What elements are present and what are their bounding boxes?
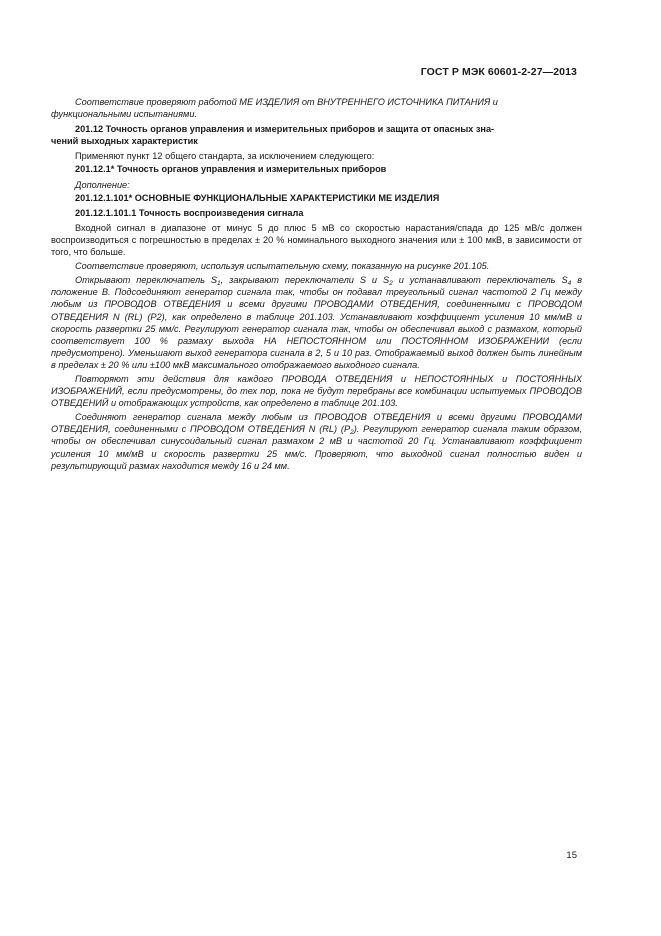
paragraph-compliance-internal-power (75, 96, 582, 108)
text-fragment: Открывают переключатель S (75, 275, 218, 286)
paragraph-sine-test (51, 411, 582, 471)
text-fragment: Повторяют эти действия для каждого ПРОВОДА ОТВЕДЕНИЯ и НЕПОСТОЯННЫХ и ПОСТОЯННЫХ ИЗОБРАЖЕНИЙ, если предусмотрены, до тех пор, пока не будут перебраны все комбинации испытуемых ПРОВОДОВ ОТВЕДЕНИЙ и отображающих устройств, как определено в таблице 201.103. (51, 373, 582, 409)
text-fragment: , закрывают переключатели S и S (220, 275, 390, 286)
text-fragment: в положение B. Подсоединяют генератор сигнала так, чтобы он подавал треугольный сигнал частотой 2 Гц между любым из ПРОВОДОВ ОТВЕДЕНИЯ и всеми другими ПРОВОДАМИ ОТВЕДЕНИЯ, соединенными с ПРОВОДОМ ОТВЕДЕНИЯ N (RL) (P2), как определено в таблице 201.103. Устанавливают коэффициент усиления 10 мм/мВ и скорость развертки 25 мм/с. Регулируют генератор сигнала так, чтобы он обеспечивал выход с размахом, который соответствует 100 % размаху выхода НА НЕПОСТОЯННОМ или ПОСТОЯННОМ ИЗОБРАЖЕНИИ (если предусмотрено). Уменьшают выход генератора сигнала в 2, 5 и 10 раз. Отображаемый выход должен быть линейным в пределах ± 20 % или ±100 мкВ максимального отображаемого выходного сигнала. (51, 275, 582, 370)
section-heading-201-12-1-101-1: 201.12.1.101.1 Точность воспроизведения сигнала (75, 207, 304, 218)
section-heading-201-12-1: 201.12.1* Точность органов управления и измерительных приборов (75, 164, 387, 175)
paragraph-addition-label: Дополнение: (75, 179, 130, 190)
paragraph-switch-procedure (51, 274, 582, 371)
section-heading-continuation: чений выходных характеристик (51, 136, 198, 147)
paragraph-repeat-actions (51, 373, 582, 409)
text-fragment: ). Регулируют генератор сигнала таким образом, чтобы он обеспечивал синусоидальный сигнал размахом 2 мВ и частотой 20 Гц. Устанавливают коэффициент усиления 10 мм/мВ и скорость развертки 25 мм/с. Проверяют, что выходной сигнал полностью виден и результирующий размах находится между 16 и 24 мм. (51, 424, 583, 471)
section-heading-201-12: 201.12 Точность органов управления и измерительных приборов и защита от опасных зна- (75, 124, 495, 135)
page-number: 15 (566, 850, 577, 861)
subscript: 1 (217, 280, 221, 288)
subscript: 2 (389, 280, 393, 288)
subscript: 2 (350, 429, 354, 437)
paragraph-general-standard: Применяют пункт 12 общего стандарта, за исключением следующего: (75, 151, 375, 162)
subscript: 4 (567, 280, 572, 288)
paragraph-continuation: функциональными испытаниями. (51, 109, 197, 120)
text-fragment: Соединяют генератор сигнала между любым из ПРОВОДОВ ОТВЕДЕНИЯ и всеми другими ПРОВОДАМИ ОТВЕДЕНИЯ, соединенными с ПРОВОДОМ ОТВЕДЕНИЯ N (RL) (P (51, 412, 582, 435)
section-heading-201-12-1-101: 201.12.1.101* ОСНОВНЫЕ ФУНКЦИОНАЛЬНЫЕ ХАРАКТЕРИСТИКИ МЕ ИЗДЕЛИЯ (75, 192, 440, 203)
paragraph-line: Соответствие проверяют работой МЕ ИЗДЕЛИЯ от ВНУТРЕННЕГО ИСТОЧНИКА ПИТАНИЯ и (75, 97, 498, 107)
document-header: ГОСТ Р МЭК 60601-2-27—2013 (420, 66, 577, 78)
paragraph-test-circuit: Соответствие проверяют, используя испытательную схему, показанную на рисунке 201.105. (75, 261, 490, 272)
paragraph-input-signal (51, 222, 582, 258)
document-body (51, 96, 583, 472)
paragraph-text: Входной сигнал в диапазоне от минус 5 до плюс 5 мВ со скоростью нарастания/спада до 125 мВ/с должен воспроизводиться с погрешностью в пределах ± 20 % номинального выходного значения или ± 100 мкВ, в зависимости от того, что больше. (51, 222, 582, 258)
text-fragment: и устанавливают переключатель S (392, 275, 568, 286)
